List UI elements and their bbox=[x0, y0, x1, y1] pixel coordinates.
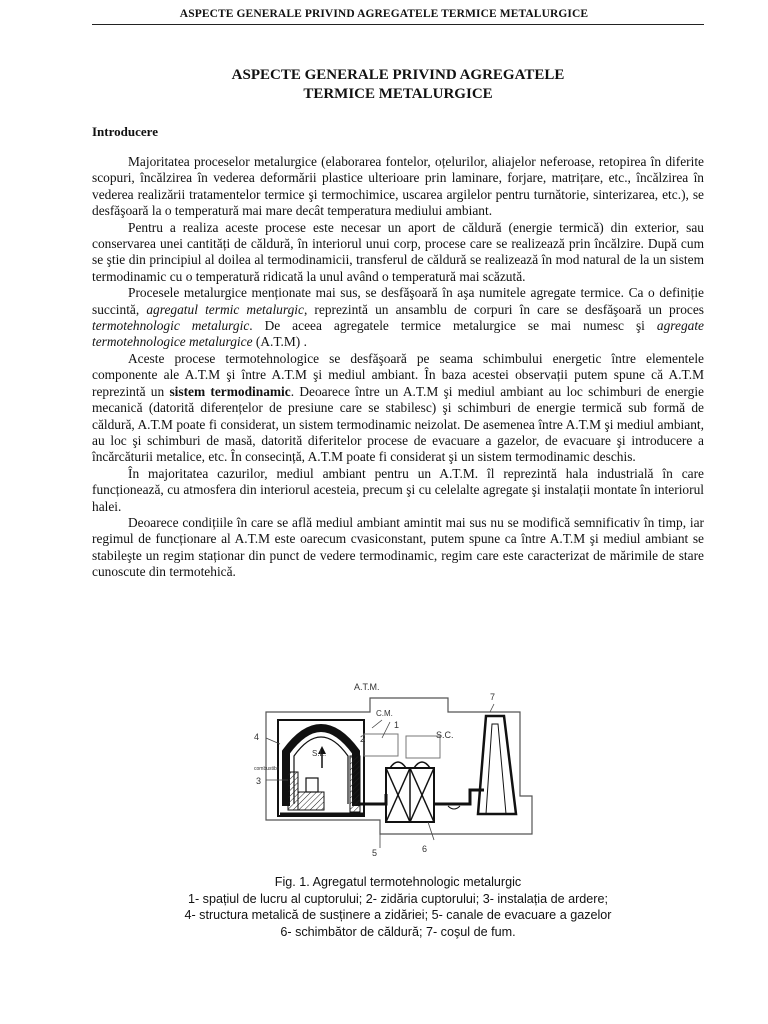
term-termotehnologic: termotehnologic metalurgic bbox=[92, 318, 250, 334]
term-agregate-termotehnologice: agregate termotehnologice metalurgice bbox=[92, 318, 704, 350]
label-6: 6 bbox=[422, 844, 428, 854]
title-line-1: ASPECTE GENERALE PRIVIND AGREGATELE bbox=[231, 67, 565, 83]
body-text bbox=[92, 154, 704, 581]
label-sc: S.C. bbox=[436, 730, 454, 740]
charge-box bbox=[306, 778, 318, 792]
caption-line-3: 4- structura metalică de susținere a zidăriei; 5- canale de evacuare a gazelor bbox=[184, 908, 612, 923]
label-atm: A.T.M. bbox=[354, 682, 380, 692]
label-7: 7 bbox=[490, 692, 496, 702]
paragraph-4-text-a: Aceste procese termotehnologice se desfăşoară pe seama schimbului energetic între elementele componente ale A.T.M şi între A.T.M şi mediul ambiant. În baza acestei observații putem spune că A.T.M reprezintă un bbox=[92, 350, 704, 399]
burner-block bbox=[298, 792, 324, 810]
left-wall-masonry bbox=[288, 772, 298, 810]
caption-line-4: 6- schimbător de căldură; 7- coşul de fum. bbox=[280, 924, 516, 939]
paragraph-3-text-d: (A.T.M) . bbox=[252, 334, 307, 350]
section-heading: Introducere bbox=[92, 124, 158, 139]
running-header: ASPECTE GENERALE PRIVIND AGREGATELE TERMICE METALURGICE bbox=[179, 8, 589, 20]
paragraph-3-text-c: . De aceea agregatele termice metalurgice se mai numesc şi bbox=[249, 318, 657, 334]
caption-title: Fig. 1. Agregatul termotehnologic metalurgic bbox=[274, 875, 522, 889]
label-cm: C.M. bbox=[376, 709, 393, 718]
caption-line-2: 1- spațiul de lucru al cuptorului; 2- zidăria cuptorului; 3- instalația de ardere; bbox=[187, 891, 608, 906]
document-title bbox=[92, 66, 704, 104]
paragraph-3-text-b: , reprezintă un ansamblu de corpuri în care se desfăşoară un proces bbox=[303, 301, 704, 317]
label-5: 5 bbox=[372, 848, 378, 858]
chimney bbox=[478, 716, 516, 814]
sc-box bbox=[406, 736, 440, 758]
figure-caption bbox=[92, 874, 704, 940]
label-3: 3 bbox=[256, 776, 262, 786]
figure-atm-diagram bbox=[240, 676, 540, 860]
header-rule bbox=[92, 24, 704, 25]
paragraph-4-text-c: . Deoarece între un A.T.M şi mediul ambiant au loc schimburi de energie mecanică (datorită diferențelor de presiune care se stabilesc) şi schimburi de energie termică sub formă de căldură, A.T.M poate fi considerat, un sistem termodinamic neizolat. De asemenea între A.T.M şi mediul ambiant, au loc şi schimburi de masă, datorită diferitelor procese de evacuare a gazelor, de evacuare şi introducere a încărcăturii metalice, etc. În consecință, A.T.M poate fi considerat şi un sistem termodinamic deschis. bbox=[92, 383, 704, 465]
cm-box bbox=[364, 734, 398, 756]
title-line-2: TERMICE METALURGICE bbox=[303, 86, 493, 102]
term-sistem-termodinamic: sistem termodinamic bbox=[169, 383, 291, 399]
paragraph-6: Deoarece condițiile în care se află mediul ambiant amintit mai sus nu se modifică semnificativ în timp, iar regimul de funcționare al A.T.M este oarecum cvasiconstant, putem spune ca între A.T.M şi mediul ambiant se stabileşte un regim staționar din punct de vedere termodinamic, regim care este caracterizat de mărimile de stare cunoscute din termotehică. bbox=[92, 514, 704, 580]
term-agregat-termic: agregatul termic metalurgic bbox=[146, 301, 304, 317]
paragraph-3-text-a: Procesele metalurgice menționate mai sus, se desfăşoară în aşa numitele agregate termice. Ca o definiție succintă, bbox=[92, 285, 704, 317]
label-2: 2 bbox=[360, 734, 366, 744]
paragraph-3 bbox=[92, 285, 704, 351]
paragraph-2: Pentru a realiza aceste procese este necesar un aport de căldură (energie termică) din exterior, sau conservarea unei cantități de căldură, în interiorul unui corp, procese care se realizează prin încălzire. După cum se ştie din principiul al doilea al termodinamicii, transferul de căldură se realizează în mod natural de la un sistem termodinamic cu o temperatură ridicată la unul având o temperatură mai scăzută. bbox=[92, 219, 704, 284]
gas-channel bbox=[434, 790, 484, 804]
paragraph-5: În majoritatea cazurilor, mediul ambiant pentru un A.T.M. îl reprezintă hala industrială în care funcționează, cu atmosfera din interiorul acesteia, precum şi cu celelalte agregate şi instalații montate în interiorul halei. bbox=[92, 465, 704, 514]
label-4: 4 bbox=[254, 732, 260, 742]
paragraph-4 bbox=[92, 351, 704, 466]
paragraph-1: Majoritatea proceselor metalurgice (elaborarea fontelor, oțelurilor, aliajelor neferoase, retopirea în diferite scopuri, încălzirea în vederea deformării plastice ulterioare prin laminare, forjare, matrițare, etc., încălzirea în vederea realizării tratamentelor termice şi termochimice, uscarea argilelor pentru turnătorie, sinterizarea, etc.), se desfăşoară la o temperatură mai mare decât temperatura mediului ambiant. bbox=[92, 154, 704, 219]
label-1: 1 bbox=[394, 720, 400, 730]
label-combustibil: combustibil bbox=[254, 766, 280, 772]
label-sl: S.L. bbox=[312, 749, 327, 758]
right-wall-masonry bbox=[350, 756, 360, 812]
